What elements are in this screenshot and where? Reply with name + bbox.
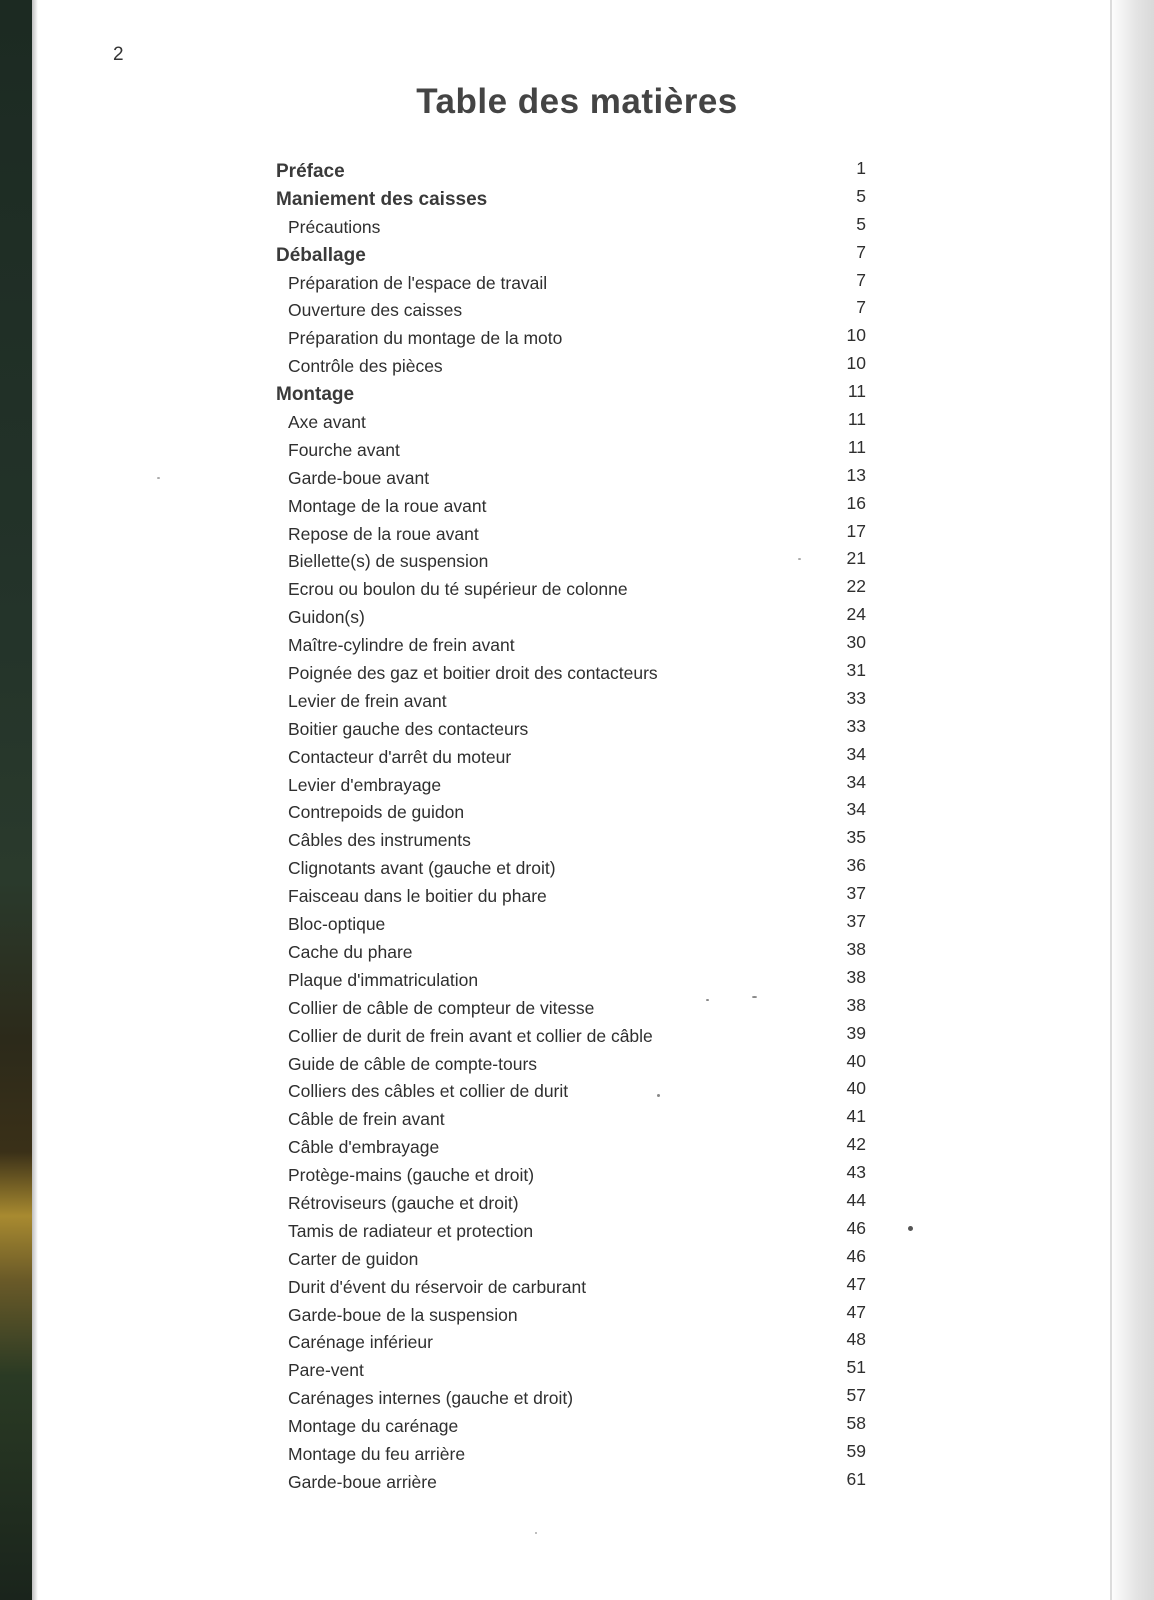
toc-item <box>276 1274 866 1302</box>
toc-item <box>276 270 866 298</box>
toc-label: Maniement des caisses <box>276 188 488 210</box>
toc-section <box>276 186 866 214</box>
toc-label: Pare-vent <box>288 1360 364 1381</box>
toc-page-number: 40 <box>846 1050 866 1071</box>
toc-label: Biellette(s) de suspension <box>288 551 489 572</box>
toc-page-number: 11 <box>847 381 866 402</box>
toc-item <box>276 409 866 437</box>
scan-speck <box>535 1532 537 1534</box>
toc-label: Collier de durit de frein avant et collier de câble <box>288 1025 653 1046</box>
toc-item <box>276 939 866 967</box>
toc-item <box>276 1469 866 1497</box>
toc-label: Bloc-optique <box>288 914 386 935</box>
toc-label: Préparation du montage de la moto <box>288 328 563 349</box>
toc-page-number: 47 <box>846 1273 866 1294</box>
toc-page-number: 51 <box>846 1357 866 1378</box>
toc-page-number: 36 <box>846 855 866 876</box>
toc-label: Levier de frein avant <box>288 690 447 711</box>
toc-page-number: 31 <box>846 660 866 681</box>
toc-label: Cache du phare <box>288 941 413 962</box>
toc-label: Levier d'embrayage <box>288 774 442 795</box>
toc-item <box>276 465 866 493</box>
toc-page-number: 10 <box>846 325 866 346</box>
toc-label: Guide de câble de compte-tours <box>288 1053 538 1074</box>
toc-item <box>276 1441 866 1469</box>
toc-page-number: 61 <box>846 1468 866 1489</box>
toc-page-number: 22 <box>846 576 866 597</box>
toc-page-number: 38 <box>846 994 866 1015</box>
toc-label: Garde-boue arrière <box>288 1471 437 1492</box>
toc-page-number: 1 <box>856 158 866 178</box>
toc-label: Carénages internes (gauche et droit) <box>288 1388 574 1409</box>
toc-page-number: 42 <box>846 1134 866 1155</box>
scan-speck <box>752 996 757 998</box>
page-title: Table des matières <box>416 82 738 121</box>
toc-item <box>276 1413 866 1441</box>
toc-label: Durit d'évent du réservoir de carburant <box>288 1276 587 1297</box>
toc-label: Fourche avant <box>288 439 400 460</box>
toc-page-number: 17 <box>846 520 866 541</box>
page-edge <box>1110 0 1154 1600</box>
toc-item <box>276 521 866 549</box>
toc-page-number: 10 <box>846 353 866 374</box>
toc-item <box>276 688 866 716</box>
toc-page-number: 34 <box>846 771 866 792</box>
toc-page-number: 7 <box>856 297 866 318</box>
toc-label: Plaque d'immatriculation <box>288 969 479 990</box>
toc-item <box>276 772 866 800</box>
toc-label: Câbles des instruments <box>288 830 471 851</box>
toc-page-number: 40 <box>846 1078 866 1099</box>
toc-item <box>276 1385 866 1413</box>
toc-item <box>276 1246 866 1274</box>
toc-page-number: 33 <box>846 687 866 708</box>
toc-label: Préparation de l'espace de travail <box>288 272 548 293</box>
toc-label: Tamis de radiateur et protection <box>288 1220 534 1241</box>
toc-label: Montage du carénage <box>288 1416 459 1437</box>
toc-page-number: 46 <box>846 1217 866 1238</box>
toc-page-number: 46 <box>846 1245 866 1266</box>
binding-edge <box>0 0 32 1600</box>
table-of-contents <box>276 158 866 1497</box>
toc-page-number: 48 <box>846 1329 866 1350</box>
toc-item <box>276 548 866 576</box>
toc-item <box>276 214 866 242</box>
toc-page-number: 7 <box>856 269 866 290</box>
scan-speck <box>657 1094 660 1097</box>
toc-item <box>276 353 866 381</box>
toc-item <box>276 604 866 632</box>
toc-item <box>276 744 866 772</box>
scan-speck <box>157 477 160 479</box>
toc-label: Préface <box>276 161 345 182</box>
toc-item <box>276 1329 866 1357</box>
toc-item <box>276 911 866 939</box>
toc-label: Montage de la roue avant <box>288 495 487 516</box>
toc-item <box>276 967 866 995</box>
toc-page-number: 34 <box>846 799 866 820</box>
toc-item <box>276 660 866 688</box>
toc-item <box>276 1302 866 1330</box>
toc-label: Poignée des gaz et boitier droit des contacteurs <box>288 663 658 684</box>
toc-label: Contrôle des pièces <box>288 356 443 377</box>
toc-page-number: 38 <box>846 938 866 959</box>
toc-item <box>276 995 866 1023</box>
toc-item <box>276 827 866 855</box>
toc-page-number: 39 <box>846 1022 866 1043</box>
toc-page-number: 35 <box>846 827 866 848</box>
toc-page-number: 59 <box>846 1440 866 1461</box>
toc-item <box>276 799 866 827</box>
toc-page-number: 11 <box>847 436 866 457</box>
toc-page-number: 43 <box>846 1162 866 1183</box>
toc-label: Précautions <box>288 216 381 237</box>
toc-label: Câble de frein avant <box>288 1109 445 1130</box>
toc-item <box>276 576 866 604</box>
toc-item <box>276 1134 866 1162</box>
toc-page-number: 7 <box>856 241 866 262</box>
toc-label: Ecrou ou boulon du té supérieur de colonne <box>288 579 628 600</box>
scan-speck <box>908 1226 913 1231</box>
toc-section <box>276 242 866 270</box>
toc-page-number: 5 <box>856 213 866 234</box>
toc-label: Carter de guidon <box>288 1248 419 1269</box>
toc-page-number: 21 <box>846 548 866 569</box>
scan-speck <box>706 999 709 1001</box>
page-number: 2 <box>113 44 124 65</box>
toc-item <box>276 1106 866 1134</box>
toc-label: Guidon(s) <box>288 607 365 628</box>
toc-label: Garde-boue avant <box>288 467 430 488</box>
toc-label: Montage du feu arrière <box>288 1443 466 1464</box>
toc-label: Repose de la roue avant <box>288 523 479 544</box>
toc-item <box>276 1078 866 1106</box>
toc-page-number: 5 <box>856 185 866 206</box>
toc-page-number: 16 <box>846 492 866 513</box>
toc-item <box>276 1190 866 1218</box>
toc-item <box>276 1051 866 1079</box>
toc-item <box>276 1218 866 1246</box>
toc-label: Ouverture des caisses <box>288 300 463 321</box>
toc-item <box>276 1023 866 1051</box>
toc-item <box>276 297 866 325</box>
toc-label: Collier de câble de compteur de vitesse <box>288 997 595 1018</box>
toc-page-number: 13 <box>846 464 866 485</box>
toc-item <box>276 437 866 465</box>
toc-page-number: 34 <box>846 743 866 764</box>
toc-label: Clignotants avant (gauche et droit) <box>288 858 556 879</box>
toc-page-number: 33 <box>846 715 866 736</box>
toc-item <box>276 1162 866 1190</box>
toc-item <box>276 632 866 660</box>
toc-label: Carénage inférieur <box>288 1332 433 1353</box>
toc-page-number: 58 <box>846 1413 866 1434</box>
toc-page-number: 57 <box>846 1385 866 1406</box>
toc-page-number: 47 <box>846 1301 866 1322</box>
toc-label: Garde-boue de la suspension <box>288 1304 518 1325</box>
toc-label: Boitier gauche des contacteurs <box>288 718 529 739</box>
toc-page-number: 41 <box>846 1106 866 1127</box>
toc-item <box>276 855 866 883</box>
toc-item <box>276 716 866 744</box>
toc-label: Faisceau dans le boitier du phare <box>288 886 547 907</box>
toc-label: Câble d'embrayage <box>288 1137 440 1158</box>
toc-label: Protège-mains (gauche et droit) <box>288 1165 535 1186</box>
toc-label: Rétroviseurs (gauche et droit) <box>288 1192 519 1213</box>
toc-label: Maître-cylindre de frein avant <box>288 635 515 656</box>
toc-label: Contacteur d'arrêt du moteur <box>288 746 512 767</box>
toc-label: Axe avant <box>288 412 366 433</box>
toc-page-number: 37 <box>846 883 866 904</box>
toc-page-number: 44 <box>846 1189 866 1210</box>
toc-label: Montage <box>276 384 355 406</box>
toc-section <box>276 381 866 409</box>
toc-item <box>276 1357 866 1385</box>
scan-speck <box>798 558 801 560</box>
toc-item <box>276 325 866 353</box>
toc-label: Colliers des câbles et collier de durit <box>288 1081 569 1102</box>
toc-section <box>276 158 866 186</box>
toc-page-number: 30 <box>846 632 866 653</box>
toc-page-number: 38 <box>846 966 866 987</box>
toc-page-number: 24 <box>846 604 866 625</box>
toc-label: Déballage <box>276 244 366 266</box>
toc-item <box>276 493 866 521</box>
toc-item <box>276 883 866 911</box>
toc-label: Contrepoids de guidon <box>288 802 465 823</box>
toc-page-number: 37 <box>846 911 866 932</box>
toc-page-number: 11 <box>847 409 866 430</box>
